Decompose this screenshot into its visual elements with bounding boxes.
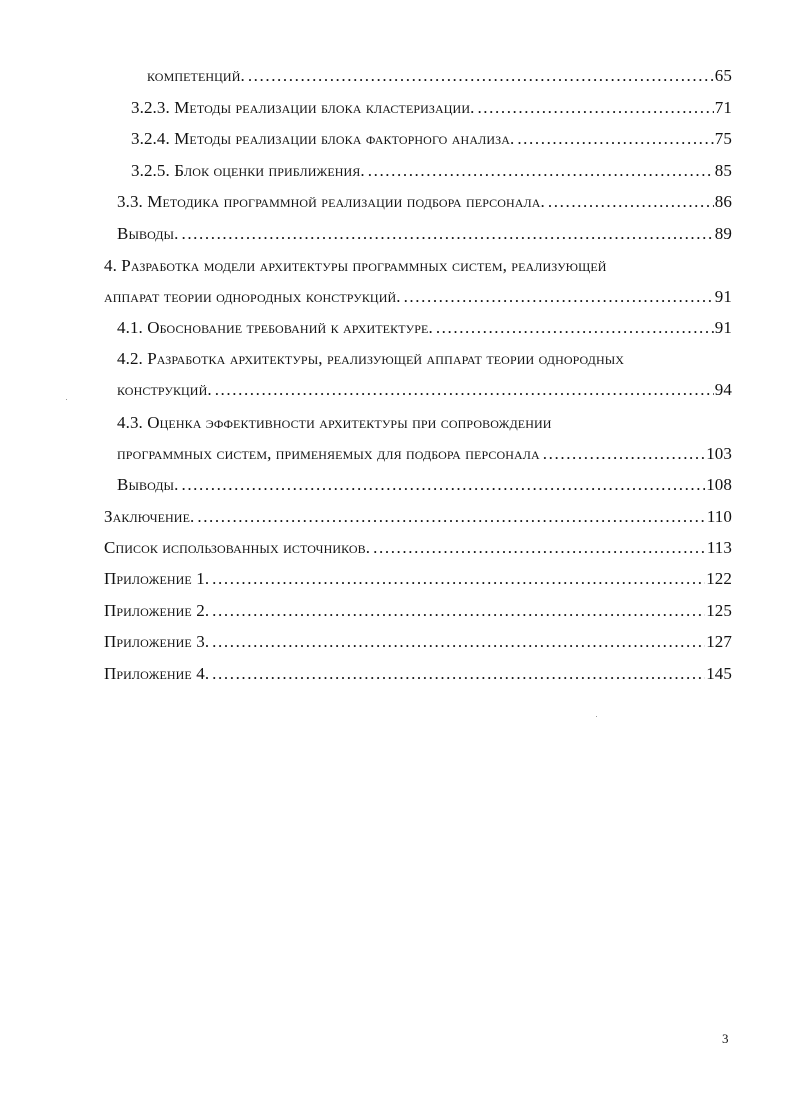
- toc-entry: [104, 569, 732, 591]
- toc-entry: [104, 538, 732, 560]
- scan-speck: [66, 399, 67, 400]
- toc-leader: [368, 161, 714, 181]
- toc-entry-title: 4.3. Оценка эффективности архитектуры при сопровождении: [117, 413, 552, 432]
- toc-leader: [197, 507, 705, 527]
- toc-entry-page: 86: [714, 192, 732, 211]
- toc-entry: [131, 129, 732, 151]
- toc-entry-title: Приложение 1.: [104, 569, 210, 588]
- toc-entry-title: Выводы.: [117, 475, 179, 494]
- toc-leader: [373, 538, 706, 558]
- toc-entry-title: 3.2.5. Блок оценки приближения.: [131, 161, 365, 180]
- toc-leader: [248, 66, 714, 86]
- toc-leader: [404, 287, 714, 307]
- toc-entry: [104, 664, 732, 686]
- toc-entry-title: Выводы.: [117, 224, 179, 243]
- toc-entry: [131, 161, 732, 183]
- toc-entry-title: программных систем, применяемых для подбора персонала: [117, 444, 540, 463]
- toc-entry-title: 3.2.4. Методы реализации блока факторного анализа.: [131, 129, 515, 148]
- toc-entry: [147, 66, 732, 88]
- toc-entry-page: 71: [714, 98, 732, 117]
- toc-entry-title: 4.2. Разработка архитектуры, реализующей аппарат теории однородных: [117, 349, 625, 368]
- toc-entry-page: 122: [706, 569, 732, 588]
- toc-leader: [212, 601, 705, 621]
- toc-entry: [117, 444, 732, 466]
- toc-entry-title: Заключение.: [104, 507, 195, 526]
- toc-entry-heading-line: [104, 256, 732, 278]
- toc-entry-title: конструкций.: [117, 380, 212, 399]
- toc-entry-page: 89: [714, 224, 732, 243]
- toc-leader: [212, 632, 705, 652]
- toc-leader: [543, 444, 705, 464]
- toc-leader: [517, 129, 713, 149]
- toc-entry-page: 110: [706, 507, 732, 526]
- toc-entry-title: компетенций.: [147, 66, 245, 85]
- toc-entry-page: 127: [706, 632, 732, 651]
- page-number: 3: [722, 1031, 729, 1046]
- toc-leader: [181, 224, 713, 244]
- toc-entry: [104, 507, 732, 529]
- toc-entry-page: 65: [714, 66, 732, 85]
- toc-leader: [181, 475, 705, 495]
- toc-leader: [548, 192, 714, 212]
- toc-entry-page: 108: [706, 475, 732, 494]
- toc-entry: [117, 475, 732, 497]
- toc-entry-page: 85: [714, 161, 732, 180]
- toc-entry-page: 113: [706, 538, 732, 557]
- toc-entry: [131, 98, 732, 120]
- toc-leader: [212, 664, 705, 684]
- toc-entry: [117, 224, 732, 246]
- toc-entry-page: 94: [714, 380, 732, 399]
- toc-entry-page: 125: [706, 601, 732, 620]
- toc-entry: [104, 632, 732, 654]
- scan-speck: [596, 716, 597, 717]
- toc-entry-title: Список использованных источников.: [104, 538, 371, 557]
- toc-entry-page: 145: [706, 664, 732, 683]
- toc-entry-page: 103: [706, 444, 732, 463]
- toc-entry-heading-line: [117, 349, 732, 371]
- toc-leader: [477, 98, 713, 118]
- toc-entry-title: Приложение 2.: [104, 601, 210, 620]
- toc-entry-title: Приложение 4.: [104, 664, 210, 683]
- toc-entry-title: аппарат теории однородных конструкций.: [104, 287, 401, 306]
- toc-entry-page: 91: [714, 318, 732, 337]
- toc-entry-title: 4. Разработка модели архитектуры программных систем, реализующей: [104, 256, 607, 275]
- toc-entry-title: 4.1. Обоснование требований к архитектуре.: [117, 318, 433, 337]
- toc-entry-page: 91: [714, 287, 732, 306]
- toc-entry: [117, 192, 732, 214]
- toc-leader: [436, 318, 714, 338]
- toc-entry: [117, 380, 732, 402]
- toc-entry: [117, 318, 732, 340]
- toc-entry: [104, 601, 732, 623]
- toc-entry-page: 75: [714, 129, 732, 148]
- toc-entry-title: 3.3. Методика программной реализации подбора персонала.: [117, 192, 545, 211]
- toc-entry-heading-line: [117, 413, 732, 435]
- toc-leader: [212, 569, 705, 589]
- toc-entry-title: Приложение 3.: [104, 632, 210, 651]
- toc-leader: [215, 380, 714, 400]
- toc-entry: [104, 287, 732, 309]
- toc-entry-title: 3.2.3. Методы реализации блока кластеризации.: [131, 98, 475, 117]
